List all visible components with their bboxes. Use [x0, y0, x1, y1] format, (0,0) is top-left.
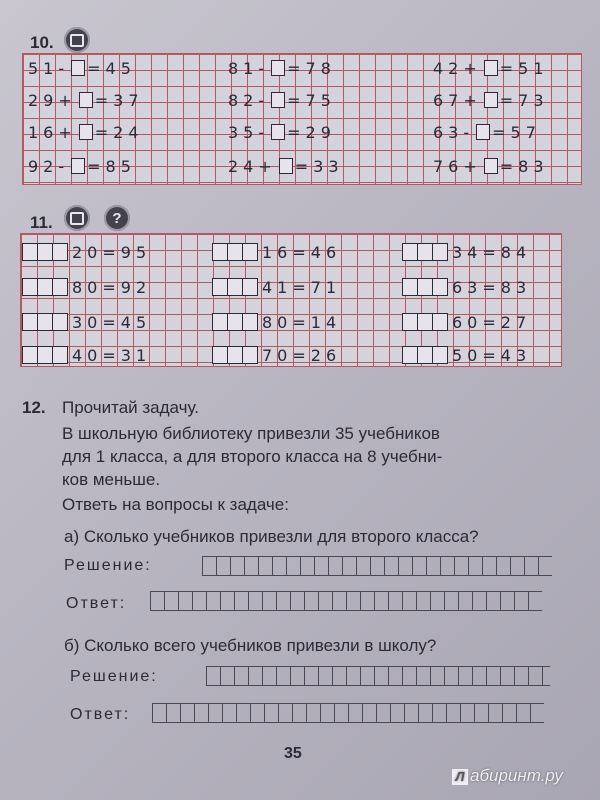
- operand: 16: [262, 242, 293, 262]
- answer-box[interactable]: [484, 92, 498, 108]
- exercise-11-number: 11.: [30, 213, 53, 232]
- answer-box[interactable]: [484, 158, 498, 174]
- operator: +: [58, 122, 77, 142]
- operand: 80: [72, 277, 103, 297]
- problem-line-3: ков меньше.: [62, 470, 161, 489]
- solution-field-b[interactable]: [206, 666, 550, 686]
- result: 83: [518, 156, 549, 176]
- question-icon: ?: [104, 205, 130, 231]
- result: 51: [518, 58, 549, 78]
- answer-field-b[interactable]: [152, 703, 544, 723]
- solution-label-b: Решение:: [70, 668, 158, 685]
- ex10-expression: 51 - = 45: [28, 58, 136, 78]
- operator: -: [58, 156, 70, 176]
- ex10-expression: 16 + = 24: [28, 122, 144, 142]
- answer-boxes[interactable]: [22, 346, 68, 364]
- ex11-expression: 20 = 95: [22, 242, 151, 262]
- ex11-expression: 63 = 83: [402, 277, 531, 297]
- exercise-10-number: 10.: [30, 33, 54, 52]
- operator: +: [58, 90, 77, 110]
- answer-boxes[interactable]: [402, 346, 448, 364]
- answer-field-a[interactable]: [150, 591, 542, 611]
- ex10-expression: 92 - = 85: [28, 156, 136, 176]
- ex10-expression: 29 + = 37: [28, 90, 144, 110]
- solution-label-a: Решение:: [64, 557, 152, 574]
- answer-box[interactable]: [271, 124, 285, 140]
- operand: 76: [433, 156, 464, 176]
- result: 85: [105, 156, 136, 176]
- operand: 63: [452, 277, 483, 297]
- answer-boxes[interactable]: [22, 313, 68, 331]
- ex10-expression: 42 + = 51: [433, 58, 549, 78]
- operand: 40: [72, 345, 103, 365]
- book-icon: [64, 27, 90, 53]
- ex10-expression: 81 - = 78: [228, 58, 336, 78]
- ex11-expression: 60 = 27: [402, 312, 531, 332]
- answer-label-a: Ответ:: [66, 595, 127, 612]
- watermark-logo: Л: [452, 769, 468, 785]
- ex10-expression: 76 + = 83: [433, 156, 549, 176]
- answer-box[interactable]: [271, 92, 285, 108]
- ex10-expression: 67 + = 73: [433, 90, 549, 110]
- operand: 41: [262, 277, 293, 297]
- answer-box[interactable]: [279, 158, 293, 174]
- answer-boxes[interactable]: [402, 313, 448, 331]
- ex11-expression: 50 = 43: [402, 345, 531, 365]
- result: 26: [310, 345, 342, 365]
- operand: 29: [28, 90, 59, 110]
- ex10-expression: 24 + = 33: [228, 156, 344, 176]
- result: 37: [113, 90, 144, 110]
- ex10-expression: 63 - = 57: [433, 122, 541, 142]
- solution-field-a[interactable]: [202, 556, 552, 576]
- ex11-expression: 16 = 46: [212, 242, 341, 262]
- answer-box[interactable]: [271, 60, 285, 76]
- ex11-expression: 30 = 45: [22, 312, 151, 332]
- operand: 35: [228, 122, 259, 142]
- watermark-text: абиринт.ру: [470, 766, 563, 785]
- operator: -: [463, 122, 475, 142]
- ex11-expression: 40 = 31: [22, 345, 151, 365]
- operator: -: [258, 90, 270, 110]
- operand: 81: [228, 58, 259, 78]
- ex11-expression: 80 = 92: [22, 277, 151, 297]
- operand: 92: [28, 156, 59, 176]
- answer-label-b: Ответ:: [70, 706, 131, 723]
- book-icon: [64, 205, 90, 231]
- operator: +: [463, 156, 482, 176]
- watermark: [452, 766, 563, 786]
- result: 84: [500, 242, 532, 262]
- operand: 34: [452, 242, 483, 262]
- result: 31: [120, 345, 152, 365]
- answer-boxes[interactable]: [402, 278, 448, 296]
- answer-boxes[interactable]: [22, 278, 68, 296]
- ex11-expression: 41 = 71: [212, 277, 341, 297]
- problem-line-1: В школьную библиотеку привезли 35 учебников: [62, 424, 440, 443]
- page-number: 35: [284, 745, 302, 762]
- operator: -: [258, 58, 270, 78]
- answer-box[interactable]: [476, 124, 490, 140]
- result: 71: [310, 277, 342, 297]
- operand: 16: [28, 122, 59, 142]
- ex11-expression: 80 = 14: [212, 312, 341, 332]
- result: 83: [500, 277, 532, 297]
- operand: 30: [72, 312, 103, 332]
- operand: 82: [228, 90, 259, 110]
- operand: 24: [228, 156, 259, 176]
- answer-box[interactable]: [484, 60, 498, 76]
- operator: -: [58, 58, 70, 78]
- answer-boxes[interactable]: [402, 243, 448, 261]
- operator: +: [463, 58, 482, 78]
- instruction: Ответь на вопросы к задаче:: [62, 495, 289, 514]
- ex11-expression: 70 = 26: [212, 345, 341, 365]
- result: 46: [310, 242, 342, 262]
- exercise-12-intro: Прочитай задачу.: [62, 398, 200, 417]
- result: 43: [500, 345, 532, 365]
- result: 27: [500, 312, 532, 332]
- operand: 63: [433, 122, 464, 142]
- answer-boxes[interactable]: [212, 346, 258, 364]
- exercise-12-number: 12.: [22, 398, 46, 417]
- operand: 20: [72, 242, 103, 262]
- answer-boxes[interactable]: [212, 243, 258, 261]
- answer-box[interactable]: [79, 92, 93, 108]
- problem-line-2: для 1 класса, а для второго класса на 8 учебни-: [62, 447, 443, 466]
- ex11-expression: 34 = 84: [402, 242, 531, 262]
- result: 95: [120, 242, 152, 262]
- result: 78: [305, 58, 336, 78]
- operand: 80: [262, 312, 293, 332]
- operator: -: [258, 122, 270, 142]
- result: 45: [120, 312, 152, 332]
- result: 75: [305, 90, 336, 110]
- answer-boxes[interactable]: [212, 313, 258, 331]
- ex10-expression: 35 - = 29: [228, 122, 336, 142]
- result: 24: [113, 122, 144, 142]
- operand: 51: [28, 58, 59, 78]
- result: 33: [313, 156, 344, 176]
- answer-box[interactable]: [71, 60, 85, 76]
- operator: +: [258, 156, 277, 176]
- operand: 60: [452, 312, 483, 332]
- operand: 42: [433, 58, 464, 78]
- question-b: б) Сколько всего учебников привезли в школу?: [64, 636, 437, 655]
- answer-box[interactable]: [79, 124, 93, 140]
- result: 57: [510, 122, 541, 142]
- answer-boxes[interactable]: [212, 278, 258, 296]
- question-a: а) Сколько учебников привезли для второго класса?: [64, 527, 479, 546]
- operand: 70: [262, 345, 293, 365]
- result: 92: [120, 277, 152, 297]
- ex10-expression: 82 - = 75: [228, 90, 336, 110]
- answer-box[interactable]: [71, 158, 85, 174]
- result: 14: [310, 312, 342, 332]
- result: 73: [518, 90, 549, 110]
- operand: 67: [433, 90, 464, 110]
- operand: 50: [452, 345, 483, 365]
- result: 45: [105, 58, 136, 78]
- result: 29: [305, 122, 336, 142]
- operator: +: [463, 90, 482, 110]
- answer-boxes[interactable]: [22, 243, 68, 261]
